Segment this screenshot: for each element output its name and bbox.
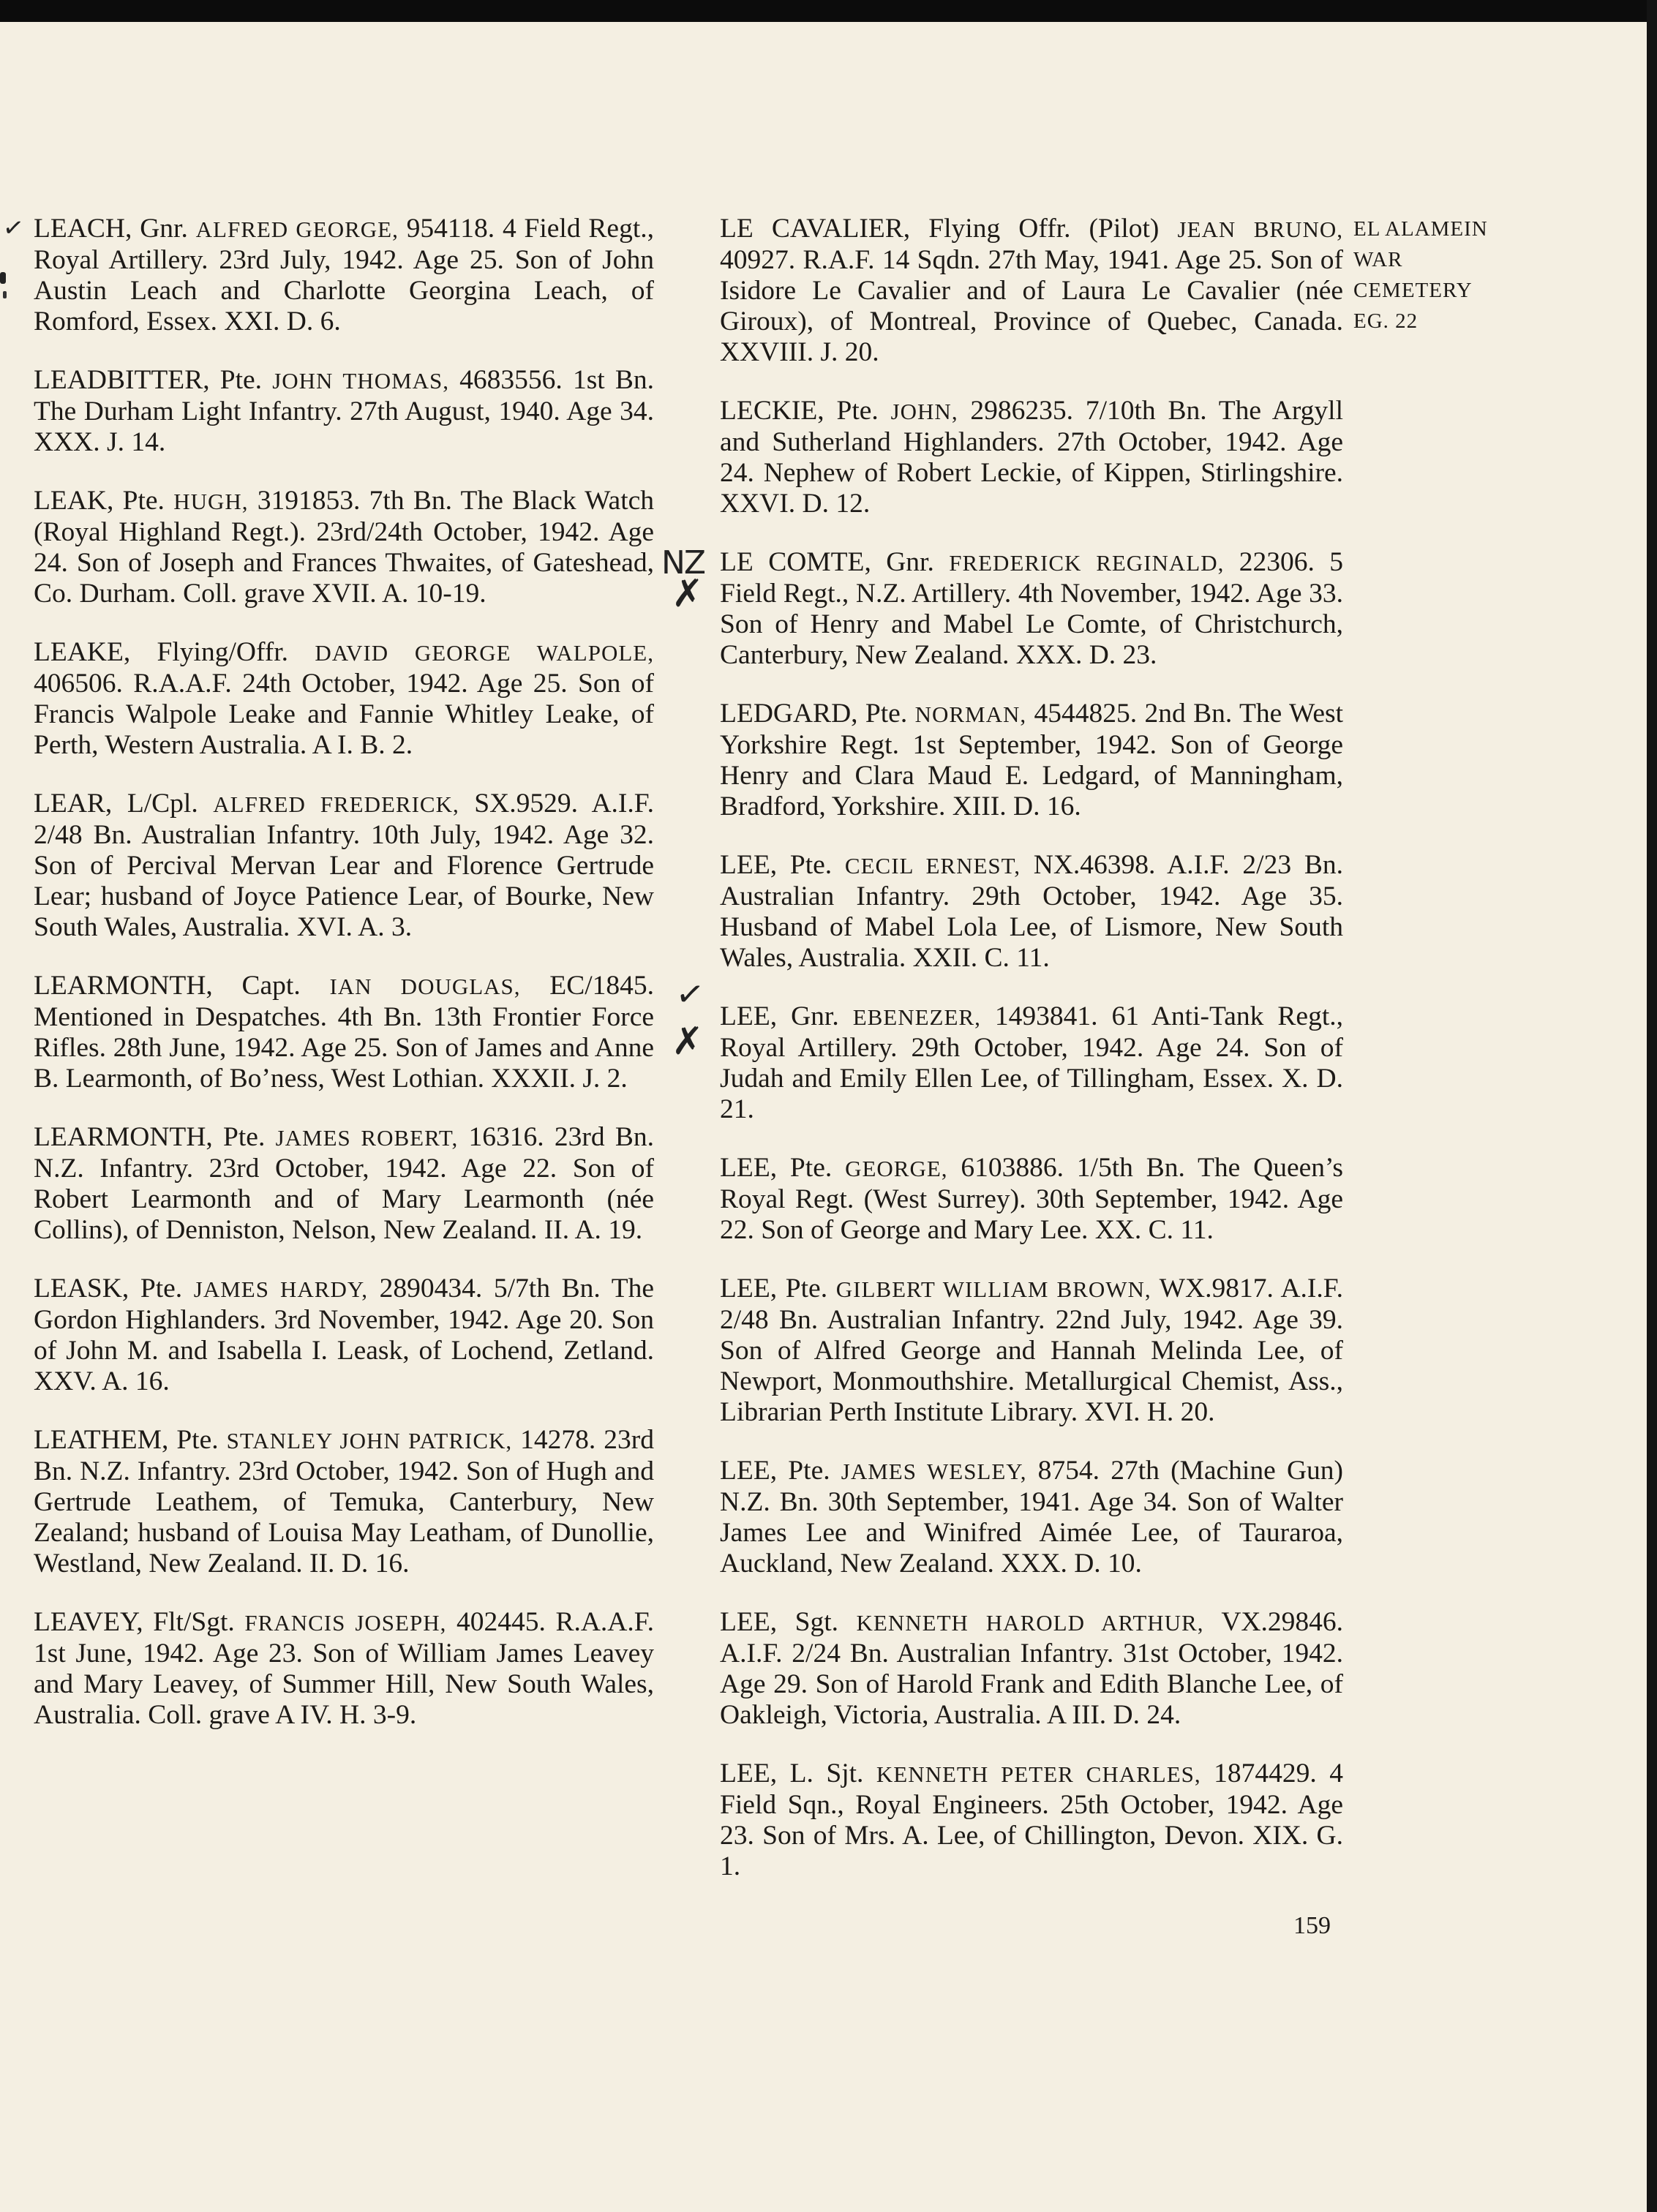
entry-rank: Gnr. [777,1001,853,1031]
entry-given-names: JOHN THOMAS, [272,368,450,394]
entry-details: 22306. 5 Field Regt., N.Z. Artillery. 4th November, 1942. Age 33. Son of Henry and Mabel Le Comte, of Christchurch, Canterbury, New Zealand. XXX. D. 23. [720,547,1343,670]
entry-surname: LEAKE, [34,637,131,667]
entry-rank: Pte. [777,1274,836,1304]
entry-given-names: ALFRED GEORGE, [195,217,399,242]
entry-details: 1493841. 61 Anti-Tank Regt., Royal Artillery. 29th October, 1942. Age 24. Son of Judah and Emily Ellen Lee, of Tillingham, Essex. X. D. 21. [720,1001,1343,1124]
entry-rank: Pte. [777,1456,841,1486]
entry-rank: Pte. [824,396,891,426]
entry-surname: LEADBITTER, [34,365,210,395]
entry-surname: LEAVEY, [34,1607,143,1637]
entry-surname: LEAR, [34,789,113,819]
entry-given-names: NORMAN, [914,701,1027,727]
entry-surname: LEE, [720,1456,778,1486]
handwritten-nz-note: NZ [661,544,705,582]
entry-rank: Pte. [777,1153,846,1183]
entry-rank: Gnr. [871,547,950,577]
margin-note-line: WAR [1353,248,1403,271]
entry-details: 6103886. 1/5th Bn. The Queen’s Royal Regt. (West Surrey). 30th September, 1942. Age 22. Son of George and Mary Lee. XX. C. 11. [720,1153,1344,1245]
entry-given-names: DAVID GEORGE WALPOLE, [315,640,654,666]
entry-given-names: JOHN, [890,399,958,424]
handwritten-tick-mark: ✓ [673,972,707,1016]
entry-surname: LEARMONTH, [34,971,213,1001]
casualty-entry [34,637,654,761]
entry-details: 2890434. 5/7th Bn. The Gordon Highlanders. 3rd November, 1942. Age 20. Son of John M. and Isabella I. Leask, of Lochend, Zetland. XXV. A. 16. [34,1274,655,1396]
casualty-entry [34,1274,654,1397]
casualty-entry [720,396,1343,519]
scan-right-border [1647,0,1657,2212]
entry-rank: Gnr. [132,214,196,244]
entry-given-names: IAN DOUGLAS, [329,974,521,999]
casualty-entry [34,971,654,1094]
entry-details: 16316. 23rd Bn. N.Z. Infantry. 23rd October, 1942. Age 22. Son of Robert Learmonth and of Mary Learmonth (née Collins), of Denniston, Nelson, New Zealand. II. A. 19. [34,1122,655,1245]
entry-given-names: JAMES ROBERT, [275,1125,459,1151]
margin-note-line: CEMETERY [1353,279,1473,302]
entry-surname: LEE, [720,1607,778,1637]
casualty-entry [34,1425,654,1579]
entry-rank: Pte. [168,1425,227,1455]
entry-given-names: STANLEY JOHN PATRICK, [226,1428,513,1453]
ink-speck [0,272,6,284]
entry-details: 40927. R.A.F. 14 Sqdn. 27th May, 1941. Age 25. Son of Isidore Le Cavalier and of Laura Le Cavalier (née Giroux), of Montreal, Province of Quebec, Canada. XXVIII. J. 20. [720,245,1343,367]
entry-surname: LEATHEM, [34,1425,169,1455]
entry-given-names: JAMES WESLEY, [841,1459,1027,1484]
handwritten-tick-mark: ✓ [1,212,26,244]
entry-details: 2986235. 7/10th Bn. The Argyll and Sutherland Highlanders. 27th October, 1942. Age 24. Nephew of Robert Leckie, of Kippen, Stirlingshire. XXVI. D. 12. [720,396,1343,519]
entry-details: SX.9529. A.I.F. 2/48 Bn. Australian Infantry. 10th July, 1942. Age 32. Son of Percival Mervan Lear and Florence Gertrude Lear; husband of Joyce Patience Lear, of Bourke, New South Wales, Australia. XVI. A. 3. [34,789,654,942]
casualty-entry [720,1153,1343,1246]
casualty-entry [720,1001,1343,1125]
entry-details: NX.46398. A.I.F. 2/23 Bn. Australian Infantry. 29th October, 1942. Age 35. Husband of Mabel Lola Lee, of Lismore, New South Wales, Australia. XXII. C. 11. [720,850,1343,973]
margin-note-line: EL ALAMEIN [1353,217,1488,241]
entry-surname: LEASK, [34,1274,129,1304]
left-column [34,214,654,1758]
casualty-entry [720,1456,1343,1579]
casualty-entry [34,1122,654,1246]
casualty-entry [720,1758,1343,1882]
entry-given-names: FRANCIS JOSEPH, [244,1610,447,1636]
entry-rank: Pte. [129,1274,194,1304]
entry-given-names: FREDERICK REGINALD, [949,550,1225,576]
casualty-entry [720,214,1343,368]
entry-surname: LEDGARD, [720,699,858,729]
entry-rank: L. Sjt. [777,1758,876,1788]
casualty-entry [720,850,1343,974]
entry-surname: LECKIE, [720,396,824,426]
entry-details: EC/1845. Mentioned in Despatches. 4th Bn. 13th Frontier Force Rifles. 28th June, 1942. Age 25. Son of James and Anne B. Learmonth, of Bo’ness, West Lothian. XXXII. J. 2. [34,971,654,1094]
entry-rank: Pte. [857,699,915,729]
entry-surname: LE COMTE, [720,547,871,577]
entry-surname: LEE, [720,1001,778,1031]
entry-details: 8754. 27th (Machine Gun) N.Z. Bn. 30th September, 1941. Age 34. Son of Walter James Lee and Winifred Aimée Lee, of Tauraroa, Auckland, New Zealand. XXX. D. 10. [720,1456,1344,1579]
entry-given-names: JAMES HARDY, [193,1276,368,1302]
scan-top-border [0,0,1657,22]
entry-details: VX.29846. A.I.F. 2/24 Bn. Australian Infantry. 31st October, 1942. Age 29. Son of Harold Frank and Edith Blanche Lee, of Oakleigh, Victoria, Australia. A III. D. 24. [720,1607,1343,1730]
entry-rank: Flying/Offr. [130,637,315,667]
entry-rank: Flying Offr. (Pilot) [910,214,1178,244]
handwritten-cross-mark: ✗ [672,572,704,616]
entry-details: 1874429. 4 Field Sqn., Royal Engineers. 25th October, 1942. Age 23. Son of Mrs. A. Lee, of Chillington, Devon. XIX. G. 1. [720,1758,1343,1881]
entry-details: 406506. R.A.A.F. 24th October, 1942. Age 25. Son of Francis Walpole Leake and Fannie Whitley Leake, of Perth, Western Australia. A I. B. 2. [34,669,654,760]
casualty-entry [34,486,654,609]
casualty-entry [34,789,654,943]
margin-note-line: EG. 22 [1353,309,1419,333]
right-column [720,214,1343,1910]
entry-rank: Sgt. [777,1607,857,1637]
entry-surname: LEARMONTH, [34,1122,213,1152]
entry-rank: Capt. [212,971,330,1001]
page-number: 159 [1293,1912,1331,1939]
entry-given-names: GEORGE, [845,1156,948,1181]
entry-rank: Flt/Sgt. [143,1607,245,1637]
entry-rank: Pte. [209,365,273,395]
entry-rank: Pte. [113,486,174,516]
entry-details: 14278. 23rd Bn. N.Z. Infantry. 23rd October, 1942. Son of Hugh and Gertrude Leathem, of Temuka, Canterbury, New Zealand; husband of Louisa May Leatham, of Dunollie, Westland, New Zealand. II. D. 16. [34,1425,654,1579]
entry-rank: Pte. [212,1122,276,1152]
entry-rank: L/Cpl. [112,789,214,819]
entry-given-names: HUGH, [173,489,249,514]
entry-details: 954118. 4 Field Regt., Royal Artillery. 23rd July, 1942. Age 25. Son of John Austin Leach and Charlotte Georgina Leach, of Romford, Essex. XXI. D. 6. [34,214,654,336]
entry-details: 4683556. 1st Bn. The Durham Light Infantry. 27th August, 1940. Age 34. XXX. J. 14. [34,365,654,457]
casualty-entry [34,214,654,337]
casualty-entry [34,365,654,458]
entry-surname: LEAK, [34,486,114,516]
entry-details: 3191853. 7th Bn. The Black Watch (Royal Highland Regt.). 23rd/24th October, 1942. Age 24. Son of Joseph and Frances Thwaites, of Gateshead, Co. Durham. Coll. grave XVII. A. 10-19. [34,486,655,609]
casualty-entry [720,547,1343,671]
entry-given-names: JEAN BRUNO, [1177,217,1344,242]
casualty-entry [720,1274,1343,1428]
cemetery-margin-note [1353,214,1617,336]
entry-given-names: ALFRED FREDERICK, [213,791,459,817]
entry-given-names: CECIL ERNEST, [844,853,1021,879]
casualty-entry [34,1607,654,1731]
entry-details: 4544825. 2nd Bn. The West Yorkshire Regt. 1st September, 1942. Son of George Henry and Clara Maud E. Ledgard, of Manningham, Bradford, Yorkshire. XIII. D. 16. [720,699,1343,821]
entry-details: 402445. R.A.A.F. 1st June, 1942. Age 23. Son of William James Leavey and Mary Leavey, of Summer Hill, New South Wales, Australia. Coll. grave A IV. H. 3-9. [34,1607,654,1730]
handwritten-cross-mark: ✗ [672,1020,704,1064]
entry-surname: LEE, [720,1153,778,1183]
entry-given-names: GILBERT WILLIAM BROWN, [835,1276,1151,1302]
entry-surname: LE CAVALIER, [720,214,911,244]
entry-details: WX.9817. A.I.F. 2/48 Bn. Australian Infantry. 22nd July, 1942. Age 39. Son of Alfred George and Hannah Melinda Lee, of Newport, Monmouthshire. Metallurgical Chemist, Ass., Librarian Perth Institute Library. XVI. H. 20. [720,1274,1343,1427]
entry-surname: LEE, [720,1274,778,1304]
entry-given-names: KENNETH PETER CHARLES, [876,1761,1201,1787]
casualty-entry [720,1607,1343,1731]
entry-given-names: KENNETH HAROLD ARTHUR, [856,1610,1204,1636]
entry-rank: Pte. [777,850,845,880]
entry-surname: LEACH, [34,214,132,244]
entry-surname: LEE, [720,1758,778,1788]
entry-given-names: EBENEZER, [852,1004,981,1030]
casualty-entry [720,699,1343,822]
entry-surname: LEE, [720,850,778,880]
ink-speck [3,291,7,298]
